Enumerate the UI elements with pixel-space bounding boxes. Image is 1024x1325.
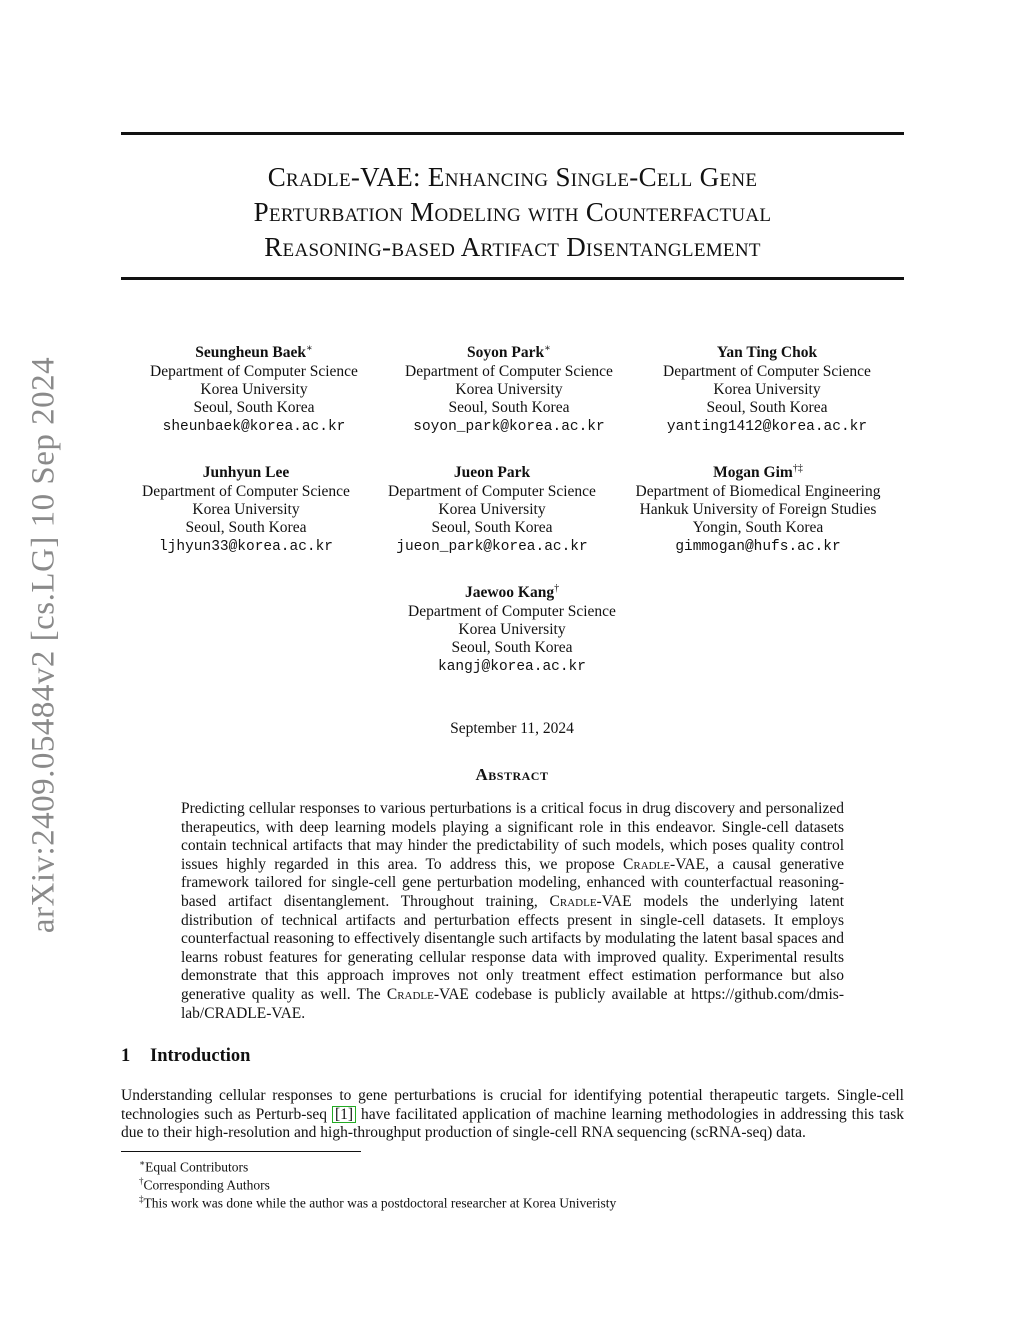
author-location: Seoul, South Korea <box>448 399 570 417</box>
author-dept: Department of Computer Science <box>388 482 596 500</box>
author-institution: Korea University <box>192 500 300 518</box>
author-name: Jaewoo Kang† <box>464 583 560 602</box>
author-dept: Department of Computer Science <box>142 482 350 500</box>
author-email[interactable]: kangj@korea.ac.kr <box>438 658 586 675</box>
footnote: †Corresponding Authors <box>139 1176 270 1193</box>
author-email[interactable]: sheunbaek@korea.ac.kr <box>162 418 346 435</box>
footnote: ‡This work was done while the author was a postdoctoral researcher at Korea Univeristy <box>139 1194 617 1211</box>
author-block <box>637 340 897 436</box>
citation-link[interactable]: [1] <box>332 1106 356 1123</box>
author-name: Junhyun Lee <box>202 464 290 482</box>
author-name: Mogan Gim†‡ <box>713 463 803 482</box>
title-line-3: Reasoning-based Artifact Disentanglement <box>264 232 761 262</box>
footnote: ∗Equal Contributors <box>139 1158 249 1175</box>
author-block <box>379 340 639 436</box>
author-email[interactable]: ljhyun33@korea.ac.kr <box>158 538 334 555</box>
author-dept: Department of Computer Science <box>408 602 616 620</box>
author-block <box>608 460 908 556</box>
author-email[interactable]: yanting1412@korea.ac.kr <box>666 418 868 435</box>
title-top-rule <box>121 132 904 135</box>
author-institution: Korea University <box>458 620 566 638</box>
abstract-text: Predicting cellular responses to various perturbations is a critical focus in drug discovery and personalized therapeutics, with deep learning models playing a significant role in this endeavor. Single-cell datasets contain technical artifacts that may hinder the predictability of such models, which poses quality control issues highly regarded in this area. To address this, we propose Cradle-VAE, a causal generative framework tailored for single-cell gene perturbation modeling, enhanced with counterfactual reasoning-based artifact disentanglement. Throughout training, Cradle-VAE models the underlying latent distribution of technical artifacts and perturbation effects present in single-cell datasets. It employs counterfactual reasoning to effectively disentangle such artifacts by modulating the latent basal spaces and learns robust features for generating cellular response data with improved quality. Experimental results demonstrate that this approach improves not only treatment effect estimation performance but also generative quality as well. The Cradle-VAE codebase is publicly available at https://github.com/dmis-lab/CRADLE-VAE. <box>181 800 844 1022</box>
author-name: Soyon Park∗ <box>467 343 551 362</box>
title-line-2: Perturbation Modeling with Counterfactual <box>253 197 772 227</box>
author-email[interactable]: soyon_park@korea.ac.kr <box>413 418 605 435</box>
author-location: Seoul, South Korea <box>706 399 828 417</box>
section-number: 1 <box>121 1046 131 1066</box>
section-title: Introduction <box>150 1046 251 1066</box>
author-dept: Department of Computer Science <box>150 362 358 380</box>
author-block <box>382 580 642 676</box>
author-location: Yongin, South Korea <box>692 519 824 537</box>
section-heading-introduction <box>121 1046 250 1067</box>
author-institution: Korea University <box>438 500 546 518</box>
author-location: Seoul, South Korea <box>451 639 573 657</box>
paper-date: September 11, 2024 <box>450 720 574 737</box>
title-line-1: Cradle-VAE: Enhancing Single-Cell Gene <box>267 162 758 192</box>
author-email[interactable]: gimmogan@hufs.ac.kr <box>675 538 841 555</box>
introduction-text: Understanding cellular responses to gene perturbations is crucial for identifying potential therapeutic targets. Single-cell technologies such as Perturb-seq [1] have facilitated application of machine learning methodologies in addressing this task due to their high-resolution and high-throughput production of single-cell RNA sequencing (scRNA-seq) data. <box>121 1087 904 1142</box>
author-block <box>362 460 622 556</box>
author-dept: Department of Computer Science <box>663 362 871 380</box>
author-dept: Department of Biomedical Engineering <box>635 482 881 500</box>
author-name: Yan Ting Chok <box>716 344 818 362</box>
title-bottom-rule <box>121 277 904 280</box>
author-location: Seoul, South Korea <box>431 519 553 537</box>
author-institution: Korea University <box>455 380 563 398</box>
author-block <box>116 460 376 556</box>
abstract-heading: Abstract <box>475 765 549 784</box>
author-name: Jueon Park <box>453 464 531 482</box>
author-institution: Hankuk University of Foreign Studies <box>639 500 877 518</box>
arxiv-identifier: arXiv:2409.05484v2 [cs.LG] 10 Sep 2024 <box>25 356 62 934</box>
author-name: Seungheun Baek∗ <box>195 343 313 362</box>
footnote-rule <box>121 1151 361 1152</box>
author-location: Seoul, South Korea <box>185 519 307 537</box>
author-dept: Department of Computer Science <box>405 362 613 380</box>
author-institution: Korea University <box>200 380 308 398</box>
author-block <box>124 340 384 436</box>
author-institution: Korea University <box>713 380 821 398</box>
paper-title <box>121 160 904 265</box>
author-email[interactable]: jueon_park@korea.ac.kr <box>396 538 588 555</box>
author-location: Seoul, South Korea <box>193 399 315 417</box>
